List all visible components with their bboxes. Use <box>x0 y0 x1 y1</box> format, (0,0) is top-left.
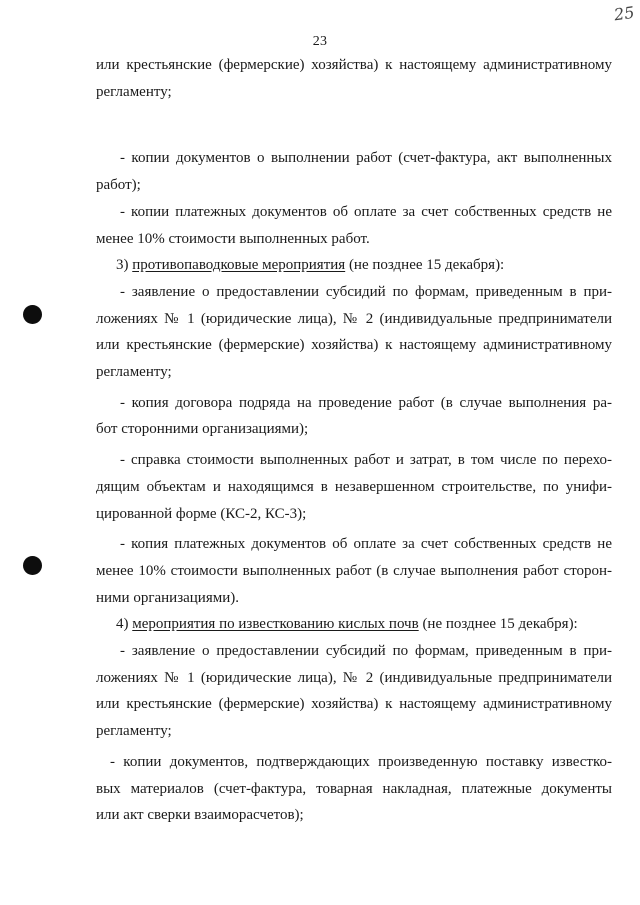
page-number: 23 <box>312 34 328 49</box>
text-line: вых материалов (счет-фактура, товарная накладная, платежные документы <box>96 780 612 797</box>
text-line: регламенту; <box>96 83 172 100</box>
text-line: цированной форме (КС-2, КС-3); <box>96 505 307 522</box>
punch-hole-top <box>23 305 42 324</box>
text-line: или крестьянские (фермерские) хозяйства) к настоящему административному <box>96 57 612 73</box>
section-number: 3) <box>116 257 129 274</box>
text-line: ними организациями). <box>96 589 239 606</box>
punch-hole-bottom <box>23 556 42 575</box>
text-line: ложениях № 1 (юридические лица), № 2 (индивидуальные предприниматели <box>96 669 612 686</box>
section-deadline: (не позднее 15 декабря): <box>348 257 505 274</box>
handwritten-page-mark: 25 <box>612 2 636 25</box>
text-line: регламенту; <box>96 364 172 381</box>
section-deadline: (не позднее 15 декабря): <box>422 616 578 633</box>
text-line: ложениях № 1 (юридические лица), № 2 (индивидуальные предприниматели <box>96 310 612 327</box>
text-line: - копия договора подряда на проведение работ (в случае выполнения ра- <box>120 394 612 411</box>
text-line: или акт сверки взаиморасчетов); <box>96 807 304 824</box>
text-line: работ); <box>96 177 141 194</box>
text-line: или крестьянские (фермерские) хозяйства) к настоящему административному <box>96 696 612 713</box>
section-heading <box>96 252 612 279</box>
text-line: бот сторонними организациями); <box>96 421 309 438</box>
text-line: - заявление о предоставлении субсидий по формам, приведенным в при- <box>120 283 612 300</box>
text-line: - справка стоимости выполненных работ и затрат, в том числе по перехо- <box>120 452 612 469</box>
text-line: - копии документов о выполнении работ (счет-фактура, акт выполненных <box>120 150 612 167</box>
section-title: противопаводковые мероприятия <box>132 257 346 274</box>
document-body <box>96 52 612 829</box>
section-title: мероприятия по известкованию кислых почв <box>132 616 419 633</box>
text-line: или крестьянские (фермерские) хозяйства) к настоящему административному <box>96 337 612 354</box>
text-line: дящим объектам и находящимся в незавершенном строительстве, по унифи- <box>96 478 612 495</box>
section-heading <box>96 611 612 638</box>
text-line: менее 10% стоимости выполненных работ. <box>96 230 370 247</box>
text-line: - копия платежных документов об оплате за счет собственных средств не <box>120 536 612 553</box>
text-line: - заявление о предоставлении субсидий по формам, приведенным в при- <box>120 643 612 660</box>
text-line: - копии документов, подтверждающих произведенную поставку известко- <box>110 753 612 770</box>
text-line: регламенту; <box>96 723 172 740</box>
section-number: 4) <box>116 616 129 633</box>
text-line: - копии платежных документов об оплате за счет собственных средств не <box>120 203 612 220</box>
text-line: менее 10% стоимости выполненных работ (в случае выполнения работ сторон- <box>96 562 612 579</box>
